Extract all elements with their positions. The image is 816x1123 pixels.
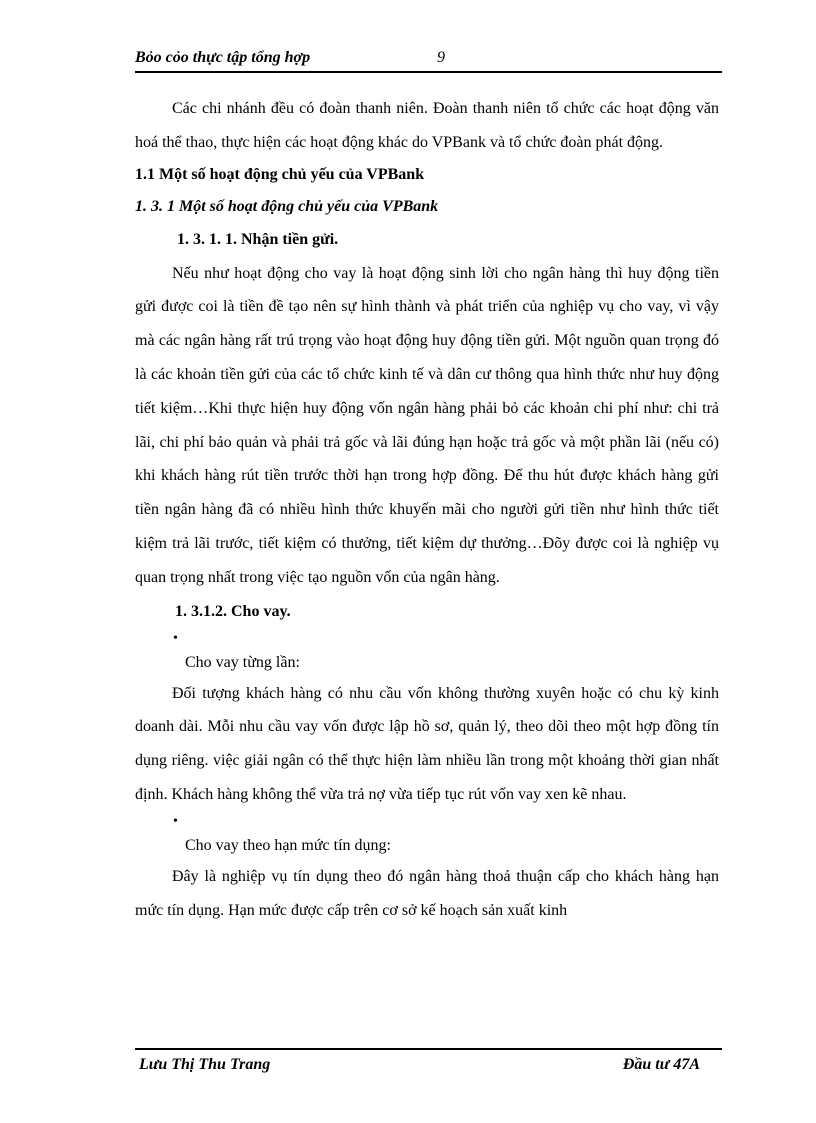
deposit-paragraph: Nếu như hoạt động cho vay là hoạt động sinh lời cho ngân hàng thì huy động tiền gửi được coi là tiền đề tạo nên sự hình thành và phát triển của nghiệp vụ cho vay, vì vậy mà các ngân hàng rất trú trọng vào hoạt động huy động tiền gửi. Một nguồn quan trọng đó là các khoản tiền gửi của các tổ chức kinh tế và dân cư thông qua hình thức như huy động tiết kiệm…Khi thực hiện huy động vốn ngân hàng phải bỏ các khoản chi phí như: chi trả lãi, chi phí bảo quản và phải trả gốc và lãi đúng hạn hoặc trả gốc và một phần lãi (nếu có) khi khách hàng rút tiền trước thời hạn trong hợp đồng. Để thu hút được khách hàng gửi tiền ngân hàng đã có nhiều hình thức khuyến mãi cho người gửi tiền như hình thức tiết kiệm trả lãi trước, tiết kiệm có thưởng, tiết kiệm dự thưởng…Đõy được coi là nghiệp vụ quan trọng nhất trong việc tạo nguồn vốn của ngân hàng. (135, 264, 719, 586)
loan-type-single: Cho vay từng lần: (185, 653, 300, 671)
page-number: 9 (437, 49, 445, 66)
author-name: Lưu Thị Thu Trang (139, 1056, 271, 1073)
intro-paragraph: Các chi nhánh đều có đoàn thanh niên. Đoàn thanh niên tổ chức các hoạt động văn hoá thể thao, thực hiện các hoạt động khác do VPBank và tổ chức đoàn phát động. (135, 100, 719, 151)
page-header (135, 47, 722, 73)
loan-credit-line-paragraph: Đây là nghiệp vụ tín dụng theo đó ngân hàng thoả thuận cấp cho khách hàng hạn mức tín dụng. Hạn mức được cấp trên cơ sở kế hoạch sản xuất kinh (135, 867, 719, 919)
loan-type-credit-line: Cho vay theo hạn mức tín dụng: (185, 836, 391, 854)
bullet-icon: • (173, 630, 178, 646)
loan-heading: 1. 3.1.2. Cho vay. (175, 602, 291, 620)
page-body (135, 92, 719, 927)
loan-single-paragraph: Đối tượng khách hàng có nhu cầu vốn không thường xuyên hoặc có chu kỳ kinh doanh dài. Mỗi nhu cầu vay vốn được lập hồ sơ, quản lý, theo dõi theo một hợp đồng tín dụng riêng. việc giải ngân có thể thực hiện làm nhiều lần trong một khoảng thời gian nhất định. Khách hàng không thể vừa trả nợ vừa tiếp tục rút vốn vay xen kẽ nhau. (135, 684, 719, 803)
section-heading: 1.1 Một số hoạt động chủ yếu của VPBank (135, 165, 425, 183)
page-footer (135, 1048, 722, 1080)
deposit-heading: 1. 3. 1. 1. Nhận tiền gửi. (177, 230, 339, 248)
bullet-icon: • (173, 813, 178, 829)
class-name: Đầu tư 47A (622, 1056, 700, 1073)
subsection-heading: 1. 3. 1 Một số hoạt động chủ yếu của VPBank (135, 197, 439, 215)
report-title: Bỏo cỏo thực tập tổng hợp (135, 49, 311, 66)
